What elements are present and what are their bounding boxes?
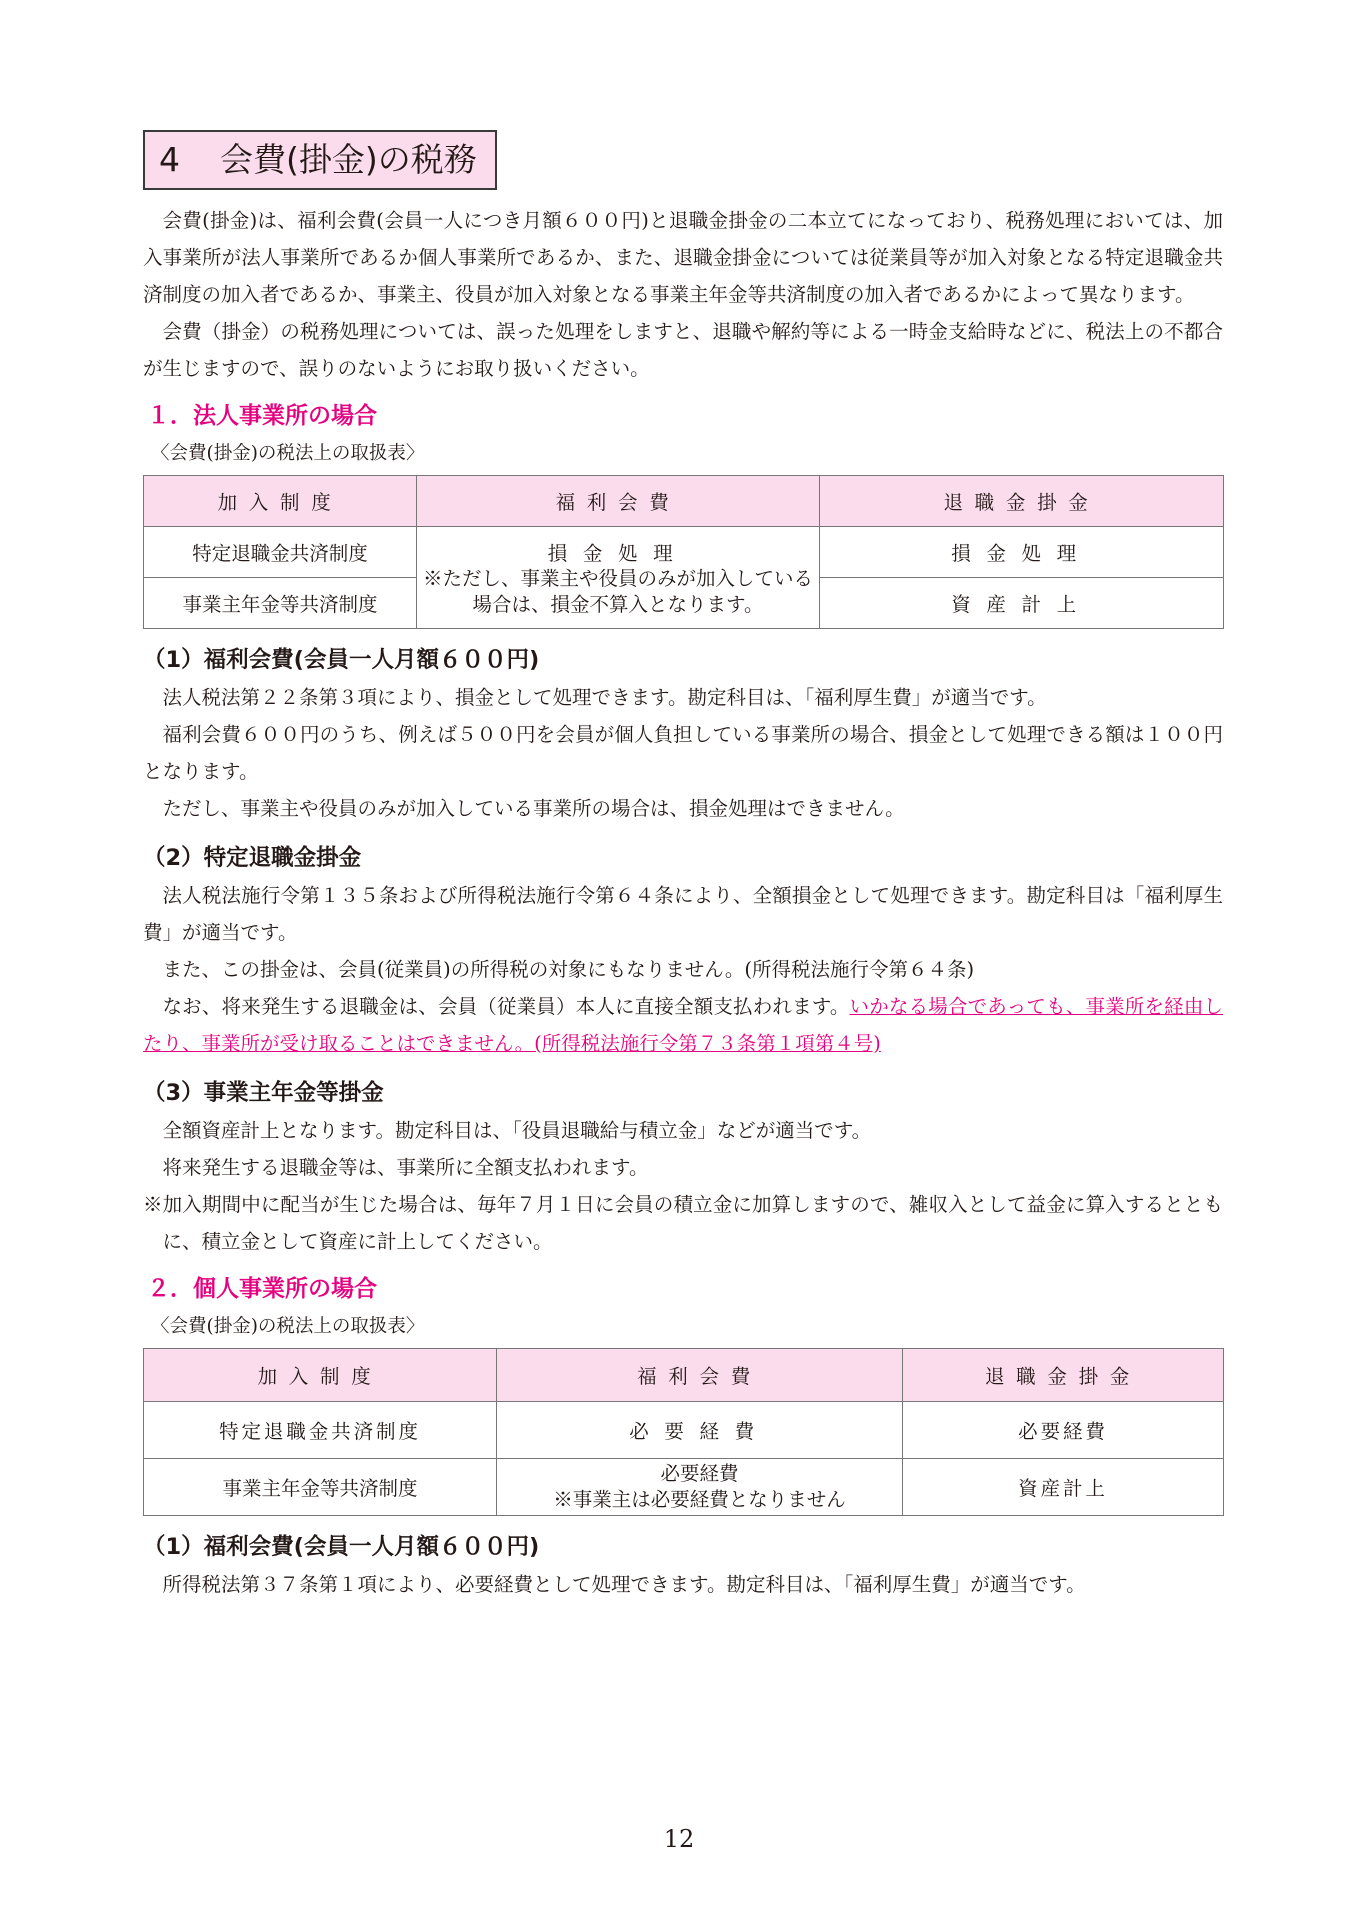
- header-retirement: 退職金掛金: [820, 476, 1224, 527]
- cell-retirement: 資産計上: [903, 1459, 1224, 1516]
- individual-tax-table: [143, 1348, 1224, 1516]
- table-header-row: [144, 476, 1224, 527]
- table-header-row: [144, 1349, 1224, 1402]
- welfare-note: ※ただし、事業主や役員のみが加入している場合は、損金不算入となります。: [422, 566, 813, 616]
- intro-paragraph-2: 会費（掛金）の税務処理については、誤った処理をしますと、退職や解約等による一時金支給時などに、税法上の不都合が生じますので、誤りのないようにお取り扱いください。: [143, 320, 1223, 380]
- corporate-sub1-paragraph: 法人税法第２２条第３項により、損金として処理できます。勘定科目は、「福利厚生費」が適当です。: [162, 686, 1047, 709]
- header-welfare: 福利会費: [417, 476, 820, 527]
- individual-heading: ２．個人事業所の場合: [147, 1276, 377, 1302]
- cell-plan: 特定退職金共済制度: [144, 527, 417, 578]
- cell-plan: 特定退職金共済制度: [144, 1402, 497, 1459]
- intro-paragraph-1: 会費(掛金)は、福利会費(会員一人につき月額６００円)と退職金掛金の二本立てになっており、税務処理においては、加入事業所が法人事業所であるか個人事業所であるか、また、退職金掛金については従業員等が加入対象となる特定退職金共済制度の加入者であるか、事業主、役員が加入対象となる事業主年金等共済制度の加入者であるかによって異なります。: [143, 209, 1223, 306]
- corporate-sub3-heading: （3）事業主年金等掛金: [143, 1080, 384, 1106]
- sub2-plain-text: なお、将来発生する退職金は、会員（従業員）本人に直接全額支払われます。: [162, 995, 850, 1018]
- individual-table-caption: 〈会費(掛金)の税法上の取扱表〉: [151, 1316, 425, 1337]
- section-number: 4: [159, 140, 180, 179]
- cell-retirement: 損金処理: [820, 527, 1224, 578]
- corporate-sub1-paragraph: ただし、事業主や役員のみが加入している事業所の場合は、損金処理はできません。: [162, 797, 905, 820]
- corporate-sub2-paragraph: [143, 988, 1223, 1062]
- corporate-sub2-heading: （2）特定退職金掛金: [143, 845, 362, 871]
- individual-sub1-heading: （1）福利会費(会員一人月額６００円): [143, 1534, 540, 1560]
- corporate-sub3-paragraph: 全額資産計上となります。勘定科目は、「役員退職給与積立金」などが適当です。: [162, 1119, 872, 1142]
- header-retirement: 退職金掛金: [903, 1349, 1224, 1402]
- header-plan: 加入制度: [144, 476, 417, 527]
- table-row: [144, 1402, 1224, 1459]
- section-title-text: 会費(掛金)の税務: [220, 140, 477, 179]
- corporate-heading: １．法人事業所の場合: [147, 403, 377, 429]
- page-number: 12: [663, 1825, 695, 1853]
- cell-welfare-merged: [417, 527, 820, 629]
- section-title: [143, 130, 497, 190]
- corporate-sub2-paragraph: 法人税法施行令第１３５条および所得税法施行令第６４条により、全額損金として処理できます。勘定科目は「福利厚生費」が適当です。: [143, 884, 1223, 944]
- cell-plan: 事業主年金等共済制度: [144, 578, 417, 629]
- cell-retirement: 資産計上: [820, 578, 1224, 629]
- corporate-sub1-heading: （1）福利会費(会員一人月額６００円): [143, 647, 540, 673]
- sub2-emphasis-text: いかなる場合であっても、事業所を経由したり、事業所が受け取ることはできません。(所得税法施行令第７３条第１項第４号): [143, 995, 1223, 1055]
- corporate-sub2-paragraph: また、この掛金は、会員(従業員)の所得税の対象にもなりません。(所得税法施行令第６４条): [162, 958, 975, 981]
- header-welfare: 福利会費: [497, 1349, 903, 1402]
- cell-plan: 事業主年金等共済制度: [144, 1459, 497, 1516]
- cell-welfare: [497, 1459, 903, 1516]
- table-row: [144, 1459, 1224, 1516]
- individual-sub1-paragraph: 所得税法第３７条第１項により、必要経費として処理できます。勘定科目は、「福利厚生費」が適当です。: [162, 1573, 1086, 1596]
- corporate-tax-table: [143, 475, 1224, 629]
- cell-welfare: 必要経費: [497, 1402, 903, 1459]
- welfare-main: 損金処理: [547, 541, 689, 565]
- corporate-table-caption: 〈会費(掛金)の税法上の取扱表〉: [151, 443, 425, 464]
- welfare-main: 必要経費: [660, 1462, 739, 1485]
- table-row: [144, 527, 1224, 578]
- welfare-note: ※事業主は必要経費となりません: [553, 1488, 846, 1511]
- header-plan: 加入制度: [144, 1349, 497, 1402]
- content: [143, 130, 1223, 1603]
- corporate-sub3-note: ※加入期間中に配当が生じた場合は、毎年７月１日に会員の積立金に加算しますので、雑収入として益金に算入するとともに、積立金として資産に計上してください。: [143, 1193, 1223, 1253]
- corporate-sub1-paragraph: 福利会費６００円のうち、例えば５００円を会員が個人負担している事業所の場合、損金として処理できる額は１００円となります。: [143, 723, 1223, 783]
- corporate-sub3-paragraph: 将来発生する退職金等は、事業所に全額支払われます。: [162, 1156, 649, 1179]
- cell-retirement: 必要経費: [903, 1402, 1224, 1459]
